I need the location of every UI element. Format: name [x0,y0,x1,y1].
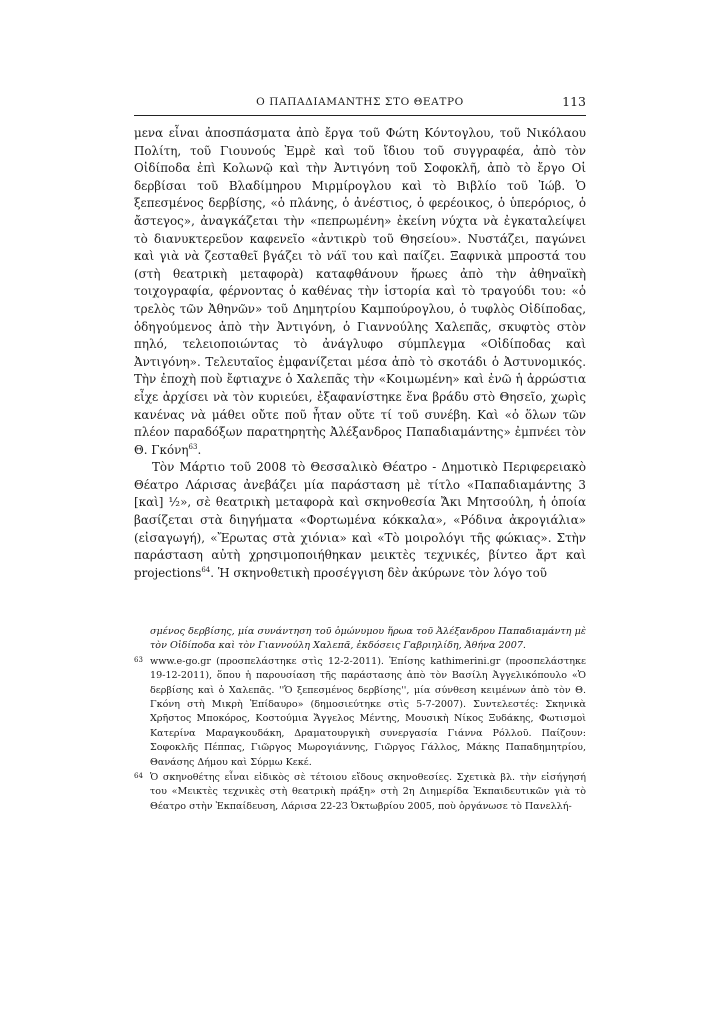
footnote-continuation [134,625,586,654]
paragraph-1: μενα εἶναι ἀποσπάσματα ἀπὸ ἔργα τοῦ Φώτη Κόντογλου, τοῦ Νικόλαου Πολίτη, τοῦ Γιουνούς Ἐμρὲ καὶ τοῦ ἴδιου τοῦ συγγραφέα, ἀπὸ τὸν Οἰδίποδα ἐπὶ Κολωνῷ καὶ τὴν Ἀντιγόνη τοῦ Σοφοκλῆ, ἀπὸ τὸ ἔργο Οἱ δερβίσαι τοῦ Βλαδίμηρου Μιρμίρογλου καὶ τὸ Βιβλίο τοῦ Ἰώβ. Ὁ ξεπεσμένος δερβίσης, «ὁ πλάνης, ὁ ἀνέστιος, ὁ φερέοικος, ὁ ὑπερόριος, ὁ ἄστεγος», ἀναγκάζεται τὴν «πεπρωμένη» ἐκείνη νύχτα νὰ ἐγκαταλείψει τὸ διανυκτερεῦον καφενεῖο «ἀντικρὺ τοῦ Θησείου». Νυστάζει, παγώνει καὶ γιὰ νὰ ζεσταθεῖ βγάζει τὸ νάϊ του καὶ παίζει. Ξαφνικὰ μπροστά του (στὴ θεατρικὴ μεταφορὰ) καταφθάνουν ἥρωες ἀπὸ τὴν ἀθηναϊκὴ τοιχογραφία, φέρνοντας ὁ καθένας τὴν ἱστορία καὶ τὸ τραγούδι του: «ὁ τρελὸς τῶν Ἀθηνῶν» τοῦ Δημητρίου Καμπούρογλου, ὁ τυφλὸς Οἰδίποδας, ὁδηγούμενος ἀπὸ τὴν Ἀντιγόνη, ὁ Γιαννούλης Χαλεπᾶς, σκυφτὸς στὸν πηλό, τελειοποιώντας τὸ ἀνάγλυφο σύμπλεγμα «Οἰδίποδας καὶ Ἀντιγόνη». Τελευταῖος ἐμφανίζεται μέσα ἀπὸ τὸ σκοτάδι ὁ Ἀστυνομικός. Τὴν ἐποχὴ ποὺ ἔφτιαχνε ὁ Χαλεπᾶς τὴν «Κοιμωμένη» καὶ ἐνῶ ἡ ἀρρώστια εἶχε ἀρχίσει νὰ τὸν κυριεύει, ἐξαφανίστηκε ἕνα βράδυ στὸ Θησεῖο, χωρὶς κανένας νὰ μάθει οὔτε ποῦ ἦταν οὔτε τί τοῦ συνέβη. Καὶ «ὁ ὅλων τῶν πλέον παραδόξων παρατηρητὴς Ἀλέξανδρος Παπαδιαμάντης» ἐμπνέει τὸν Θ. Γκόνη$^{63}$. [134,126,586,457]
footnote-text: Ὁ σκηνοθέτης εἶναι εἰδικὸς σὲ τέτοιου εἴδους σκηνοθεσίες. Σχετικὰ βλ. τὴν εἰσήγησή του «Μεικτὲς τεχνικὲς στὴ θεατρικὴ πράξη» στὴ 2η Διημερίδα Ἐκπαιδευτικῶν γιὰ τὸ Θέατρο στὴν Ἐκπαίδευση, Λάρισα 22-23 Ὀκτωβρίου 2005, ποὺ ὀργάνωσε τὸ Πανελλή- [150,772,586,812]
footnote-number: 63 [134,655,143,664]
footnote-ref-64: 64 [201,565,211,574]
footnote-64 [134,771,586,814]
paragraph-1-text: μενα εἶναι ἀποσπάσματα ἀπὸ ἔργα τοῦ Φώτη Κόντογλου, τοῦ Νικόλαου Πολίτη, τοῦ Γιουνούς Ἐμρὲ καὶ τοῦ ἴδιου τοῦ συγγραφέα, ἀπὸ τὸν Οἰδίποδα ἐπὶ Κολωνῷ καὶ τὴν Ἀντιγόνη τοῦ Σοφοκλῆ, ἀπὸ τὸ ἔργο Οἱ δερβίσαι τοῦ Βλαδίμηρου Μιρμίρογλου καὶ τὸ Βιβλίο τοῦ Ἰώβ. Ὁ ξεπεσμένος δερβίσης, «ὁ πλάνης, ὁ ἀνέστιος, ὁ φερέοικος, ὁ ὑπερόριος, ὁ ἄστεγος», ἀναγκάζεται τὴν «πεπρωμένη» ἐκείνη νύχτα νὰ ἐγκαταλείψει τὸ διανυκτερεῦον καφενεῖο «ἀντικρὺ τοῦ Θησείου». Νυστάζει, παγώνει καὶ γιὰ νὰ ζεσταθεῖ βγάζει τὸ νάϊ του καὶ παίζει. Ξαφνικὰ μπροστά του (στὴ θεατρικὴ μεταφορὰ) καταφθάνουν ἥρωες ἀπὸ τὴν ἀθηναϊκὴ τοιχογραφία, φέρνοντας ὁ καθένας τὴν ἱστορία καὶ τὸ τραγούδι του: «ὁ τρελὸς τῶν Ἀθηνῶν» τοῦ Δημητρίου Καμπούρογλου, ὁ τυφλὸς Οἰδίποδας, ὁδηγούμενος ἀπὸ τὴν Ἀντιγόνη, ὁ Γιαννούλης Χαλεπᾶς, σκυφτὸς στὸν πηλό, τελειοποιώντας τὸ ἀνάγλυφο σύμπλεγμα «Οἰδίποδας καὶ Ἀντιγόνη». Τελευταῖος ἐμφανίζεται μέσα ἀπὸ τὸ σκοτάδι ὁ Ἀστυνομικός. Τὴν ἐποχὴ ποὺ ἔφτιαχνε ὁ Χαλεπᾶς τὴν «Κοιμωμένη» καὶ ἐνῶ ἡ ἀρρώστια εἶχε ἀρχίσει νὰ τὸν κυριεύει, ἐξαφανίστηκε ἕνα βράδυ στὸ Θησεῖο, χωρὶς κανένας νὰ μάθει οὔτε ποῦ ἦταν οὔτε τί τοῦ συνέβη. Καὶ «ὁ ὅλων τῶν πλέον παραδόξων παρατηρητὴς Ἀλέξανδρος Παπαδιαμάντης» ἐμπνέει τὸν Θ. Γκόνη [134,126,586,457]
footnote-63 [134,655,586,770]
footnote-continuation-text: σμένος δερβίσης, μία συνάντηση τοῦ ὁμώνυμου ἥρωα τοῦ Ἀλέξανδρου Παπαδιαμάντη μὲ τὸν Οἰδίποδα καὶ τὸν Γιαννούλη Χαλεπᾶ, ἐκδόσεις Γαβριηλίδη, Ἀθήνα 2007. [150,626,586,652]
paragraph-2-text: Τὸν Μάρτιο τοῦ 2008 τὸ Θεσσαλικὸ Θέατρο - Δημοτικὸ Περιφερειακὸ Θέατρο Λάρισας ἀνεβάζει μία παράσταση μὲ τίτλο «Παπαδιαμάντης 3 [καὶ] ½», σὲ θεατρικὴ μεταφορὰ καὶ σκηνοθεσία Ἄκι Μητσούλη, ἡ ὁποία βασίζεται στὰ διηγήματα «Φορτωμένα κόκκαλα», «Ρόδινα ἀκρογιάλια» (εἰσαγωγή), «Ἔρωτας στὰ χιόνια» καὶ «Τὸ μοιρολόγι τῆς φώκιας». Στὴν παράσταση αὐτὴ χρησιμοποιήθηκαν μεικτὲς τεχνικές, βίντεο ἄρτ καὶ projections [134,460,586,580]
running-head: Ο ΠΑΠΑΔΙΑΜΑΝΤΗΣ ΣΤΟ ΘΕΑΤΡΟ [256,96,464,108]
footnote-text: www.e-go.gr (προσπελάστηκε στὶς 12-2-2011). Ἐπίσης kathimerini.gr (προσπελάστηκε 19-12-2011), ὅπου ἡ παρουσίαση τῆς παράστασης ἀπὸ τὸν Βασίλη Ἀγγελικόπουλο «Ὁ δερβίσης καὶ ὁ Χαλεπᾶς. ''Ὁ ξεπεσμένος δερβίσης'', μία σύνθεση κειμένων ἀπὸ τὸν Θ. Γκόνη στὴ Μικρὴ Ἐπίδαυρο» (δημοσιεύτηκε στὶς 5-7-2007). Συντελεστές: Σκηνικὰ Χρῆστος Μποκόρος, Κοστούμια Ἄγγελος Μέντης, Μουσικὴ Νίκος Ξυδάκης, Φωτισμοὶ Κατερίνα Μαραγκουδάκη, Δραματουργικὴ συνεργασία Γιάννα Ρόλλοῦ. Παίζουν: Σοφοκλῆς Πέππας, Γιῶργος Μωρογιάννης, Γιῶργος Γάλλος, Μάκης Παπαδημητρίου, Θανάσης Δήμου καὶ Σύρμω Κεκέ. [150,655,586,768]
footnote-number: 64 [134,772,143,781]
paragraph-2-tail: . Ἡ σκηνοθετικὴ προσέγγιση δὲν ἀκύρωνε τὸν λόγο τοῦ [210,565,548,580]
footnote-ref-63: 63 [188,442,198,451]
header-rule [134,115,586,116]
page-number: 113 [562,94,586,109]
main-text [134,125,586,582]
footnotes [134,625,586,815]
paragraph-2 [134,459,586,582]
page-header [134,96,586,114]
